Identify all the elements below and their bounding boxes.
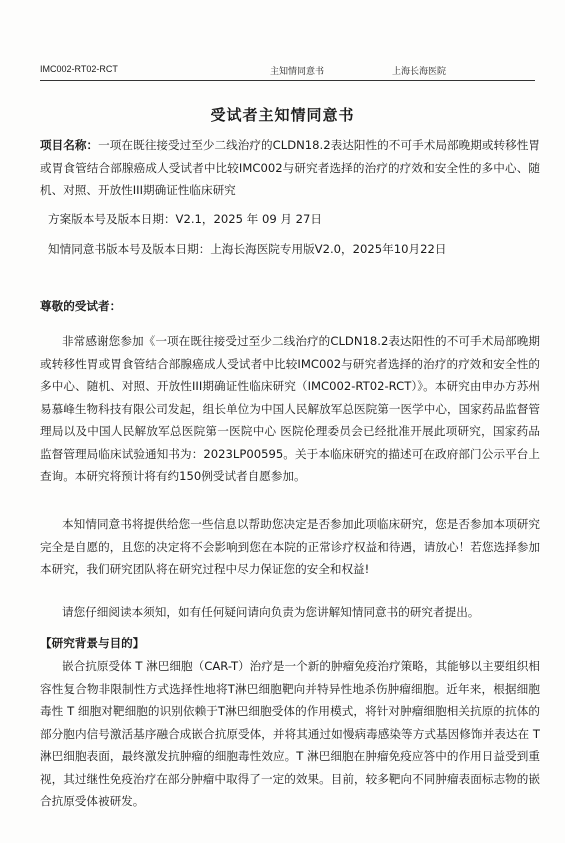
project-label: 项目名称： xyxy=(40,138,99,152)
read-notice: 请您仔细阅读本须知，如有任何疑问请向负责为您讲解知情同意书的研究者提出。 xyxy=(62,605,480,619)
icf-version: 知情同意书版本号及版本日期：上海长海医院专用版V2.0，2025年10月22日 xyxy=(48,242,447,256)
header-hospital: 上海长海医院 xyxy=(392,67,447,77)
section-heading: 【研究背景与目的】 xyxy=(40,636,145,650)
project-name xyxy=(40,134,540,202)
protocol-code: IMC002-RT02-RCT xyxy=(40,64,118,74)
background-paragraph: 嵌合抗原受体 T 淋巴细胞（CAR-T）治疗是一个新的肿瘤免疫治疗策略，其能够以主要组织相容性复合物非限制性方式选择性地将T淋巴细胞靶向并特异性地杀伤肿瘤细胞。近年来，根据细胞毒性 T 细胞对靶细胞的识别依赖于T淋巴细胞受体的作用模式，将针对肿瘤细胞相关抗原的抗体的部分胞内信号激活基序融合成嵌合抗原受体，并将其通过如慢病毒感染等方式基因修饰并表达在 T 淋巴细胞表面，最终激发抗肿瘤的细胞毒性效应。T 淋巴细胞在肿瘤免疫应答中的作用日益受到重视，其过继性免疫治疗在部分肿瘤中取得了一定的效果。目前，较多靶向不同肿瘤表面标志物的嵌合抗原受体被研发。 xyxy=(40,659,540,808)
intro-paragraph: 非常感谢您参加《一项在既往接受过至少二线治疗的CLDN18.2表达阳性的不可手术局部晚期或转移性胃或胃食管结合部腺癌成人受试者中比较IMC002与研究者选择的治疗的疗效和安全性的多中心、随机、对照、开放性III期确证性临床研究（IMC002-RT02-RCT）》。本研究由申办方苏州易慕峰生物科技有限公司发起，组长单位为中国人民解放军总医院第一医学中心，国家药品监督管理局以及中国人民解放军总医院第一医院中心 医院伦理委员会已经批准开展此项研究，国家药品监督管理局临床试验通知书为：2023LP00595。关于本临床研究的描述可在政府部门公示平台上查询。本研究将预计将有约150例受试者自愿参加。 xyxy=(40,334,540,483)
header-doc-name: 主知情同意书 xyxy=(270,67,325,77)
page-header xyxy=(40,64,535,80)
greeting: 尊敬的受试者： xyxy=(40,299,122,313)
purpose-paragraph: 本知情同意书将提供给您一些信息以帮助您决定是否参加此项临床研究，您是否参加本项研究完全是自愿的，且您的决定将不会影响到您在本院的正常诊疗权益和待遇，请放心！若您选择参加本研究，我们研究团队将在研究过程中尽力保证您的安全和权益! xyxy=(40,517,540,576)
header-divider xyxy=(40,80,535,81)
project-text: 一项在既往接受过至少二线治疗的CLDN18.2表达阳性的不可手术局部晚期或转移性胃或胃食管结合部腺癌成人受试者中比较IMC002与研究者选择的治疗的疗效和安全性的多中心、随机、对照、开放性III期确证性临床研究 xyxy=(40,138,540,197)
document-title: 受试者主知情同意书 xyxy=(210,106,355,124)
plan-version: 方案版本号及版本日期：V2.1，2025 年 09 月 27日 xyxy=(48,212,323,226)
